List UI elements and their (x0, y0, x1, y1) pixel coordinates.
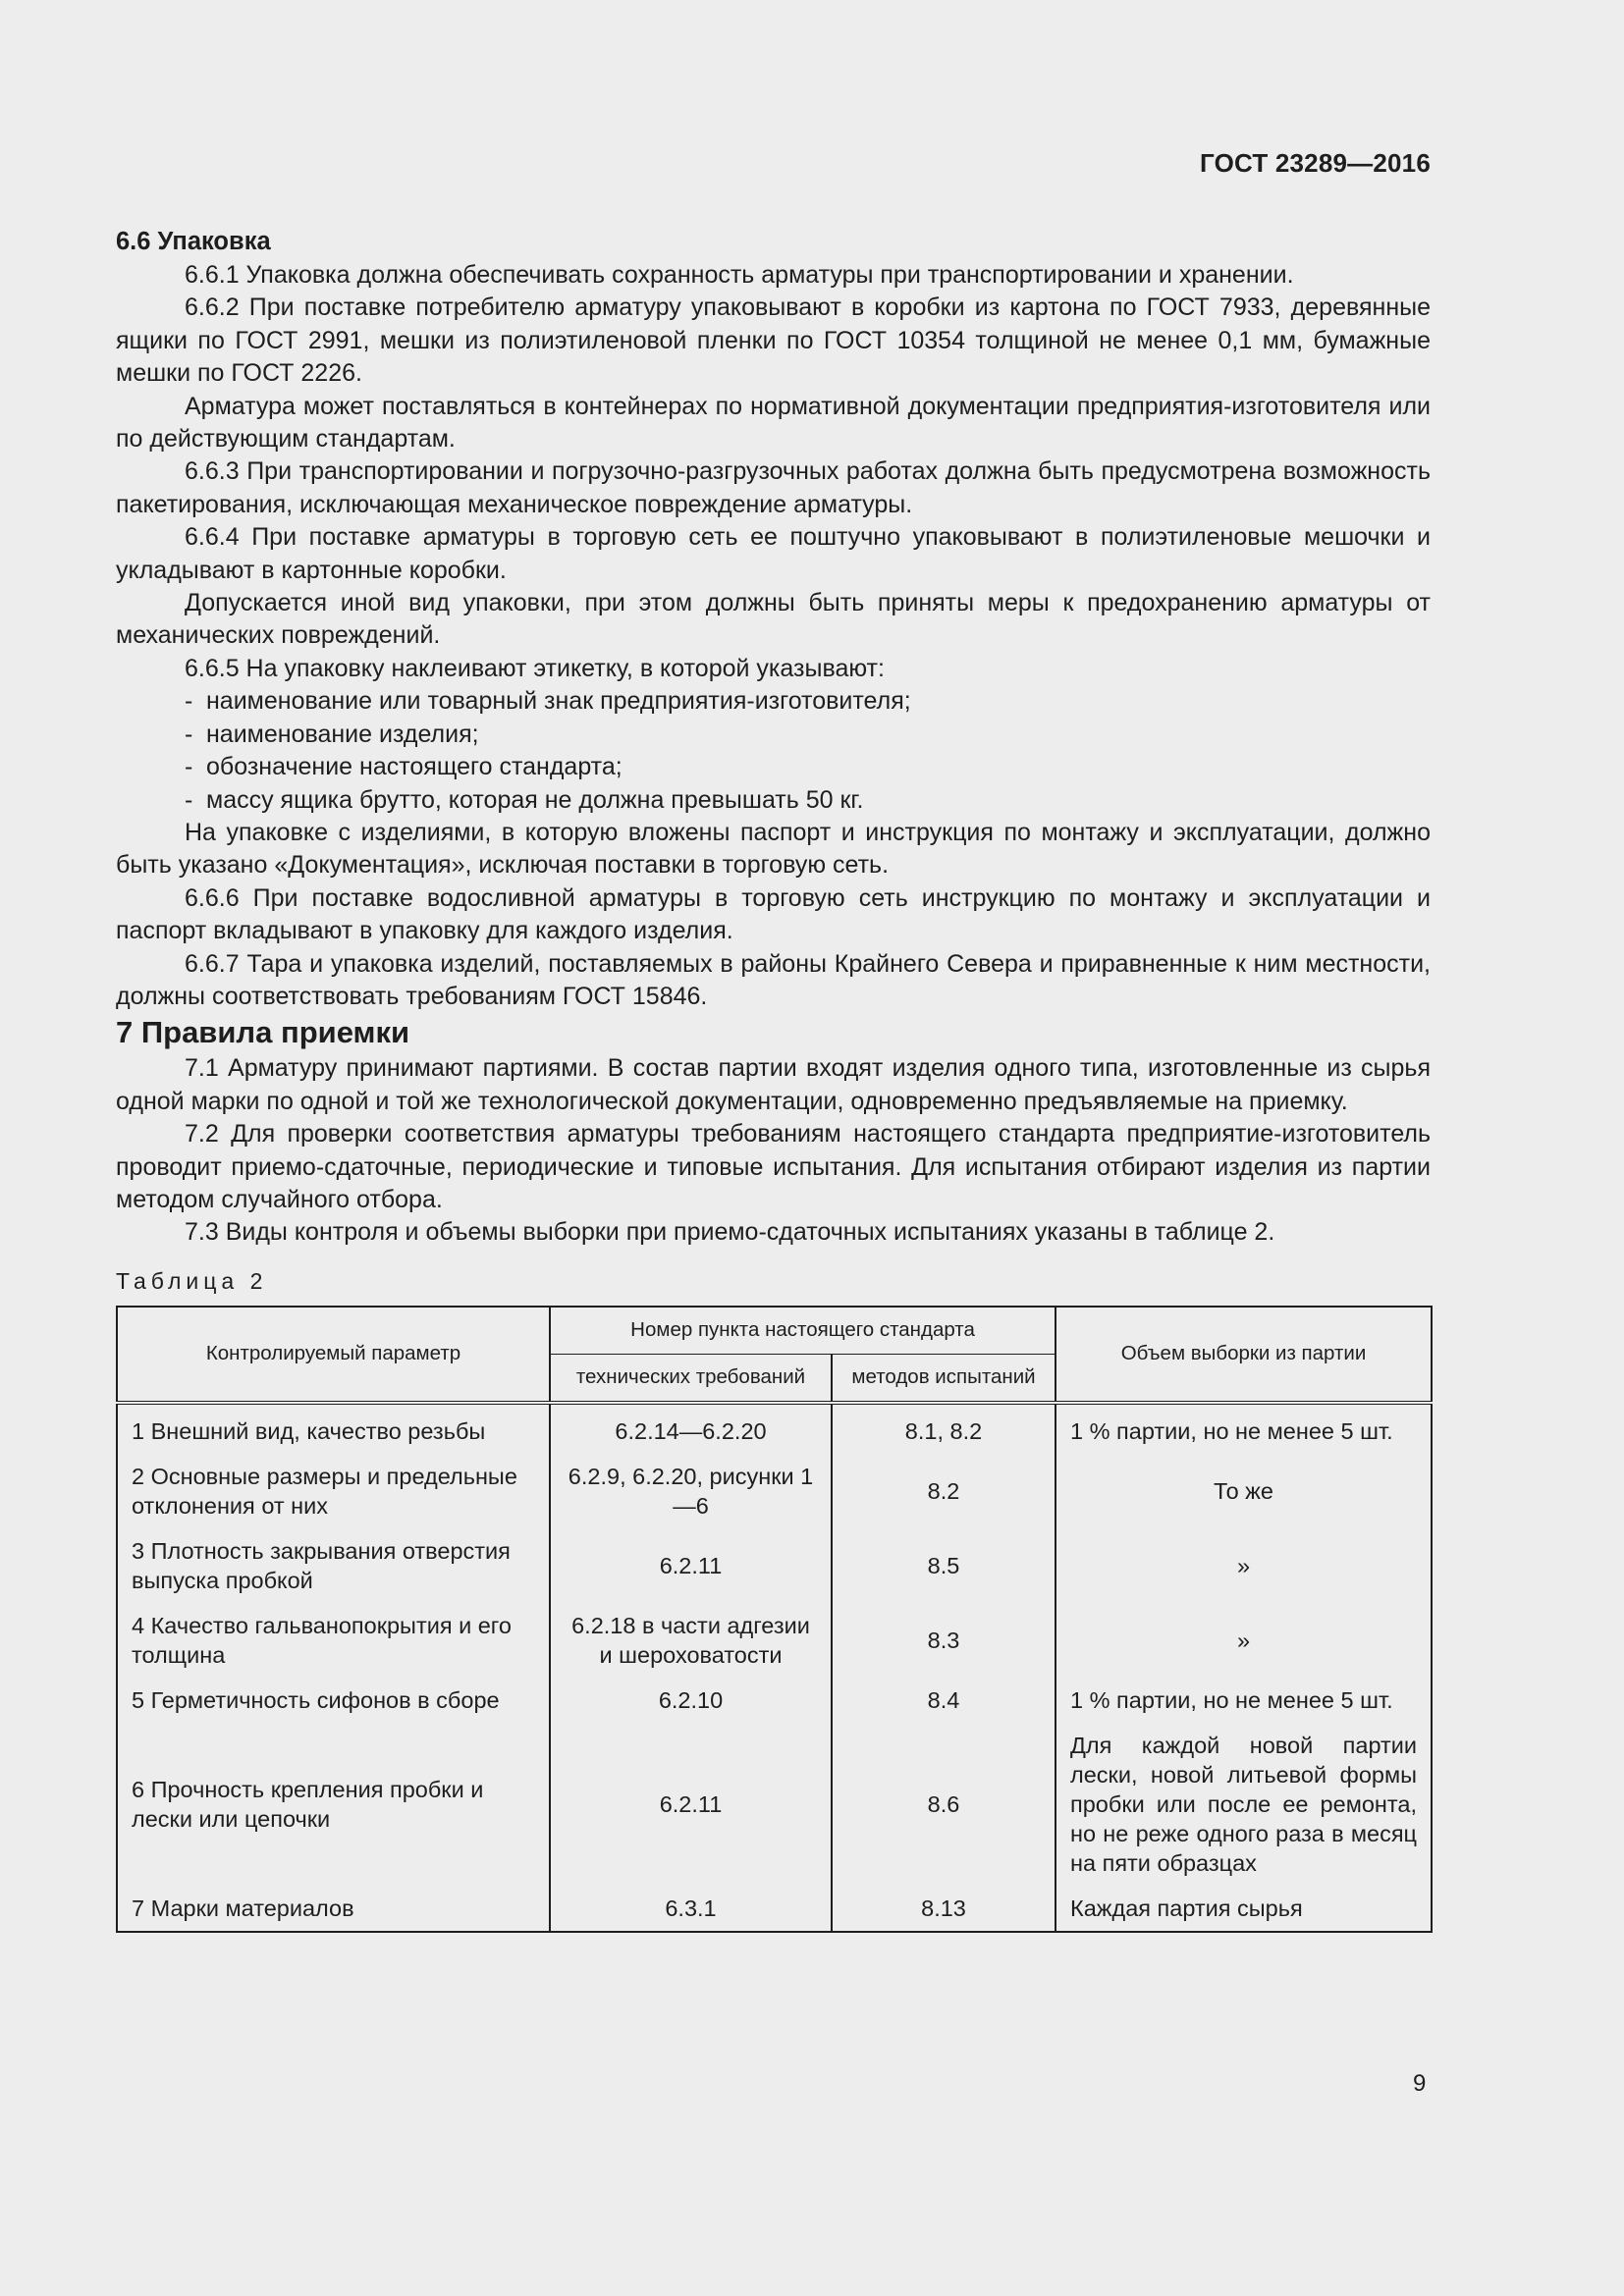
paragraph: 6.6.7 Тара и упаковка изделий, поставляемых в районы Крайнего Севера и приравненные к ним местности, должны соответствовать требованиям ГОСТ 15846. (116, 949, 1431, 1010)
cell-tech: 6.2.10 (550, 1678, 832, 1723)
cell-param: 7 Марки материалов (117, 1886, 550, 1932)
cell-methods: 8.13 (832, 1886, 1056, 1932)
paragraph: 6.6.5 На упаковку наклеивают этикетку, в которой указывают: (185, 654, 885, 682)
cell-sample: Каждая партия сырья (1056, 1886, 1432, 1932)
paragraph: 7.1 Арматуру принимают партиями. В состав партии входят изделия одного типа, изготовленные из сырья одной марки по одной и той же технологической документации, одновременно предъявляемые на приемку. (116, 1054, 1431, 1115)
page-content (116, 224, 1431, 1933)
list-item: - наименование изделия; (185, 720, 479, 748)
section-6-6-title: 6.6 Упаковка (116, 228, 271, 255)
cell-sample: 1 % партии, но не менее 5 шт. (1056, 1678, 1432, 1723)
cell-param: 6 Прочность крепления пробки и лески или цепочки (117, 1723, 550, 1886)
cell-sample: Для каждой новой партии лески, новой литьевой формы пробки или после ее ремонта, но не реже одного раза в месяц на пяти образцах (1056, 1723, 1432, 1886)
cell-sample: То же (1056, 1454, 1432, 1528)
paragraph: 7.3 Виды контроля и объемы выборки при приемо-сдаточных испытаниях указаны в таблице 2. (185, 1218, 1275, 1247)
cell-sample: » (1056, 1528, 1432, 1603)
column-header-sample: Объем выборки из партии (1056, 1307, 1432, 1403)
document-code: ГОСТ 23289—2016 (1200, 148, 1431, 178)
paragraph: 6.6.2 При поставке потребителю арматуру упаковывают в коробки из картона по ГОСТ 7933, деревянные ящики по ГОСТ 2991, мешки из полиэтиленовой пленки по ГОСТ 10354 толщиной не менее 0,1 мм, бумажные мешки по ГОСТ 2226. (116, 294, 1431, 388)
paragraph: Арматура может поставляться в контейнерах по нормативной документации предприятия-изготовителя или по действующим стандартам. (116, 392, 1431, 454)
table-row (117, 1603, 1432, 1678)
cell-methods: 8.5 (832, 1528, 1056, 1603)
table-row (117, 1678, 1432, 1723)
page-number: 9 (1413, 2070, 1427, 2097)
column-header-param: Контролируемый параметр (117, 1307, 550, 1403)
cell-methods: 8.1, 8.2 (832, 1403, 1056, 1454)
cell-param: 2 Основные размеры и предельные отклонения от них (117, 1454, 550, 1528)
cell-tech: 6.2.11 (550, 1528, 832, 1603)
cell-tech: 6.2.11 (550, 1723, 832, 1886)
cell-tech: 6.3.1 (550, 1886, 832, 1932)
cell-methods: 8.2 (832, 1454, 1056, 1528)
cell-tech: 6.2.18 в части адгезии и шероховатости (550, 1603, 832, 1678)
table-caption: Таблица 2 (116, 1267, 268, 1294)
paragraph: Допускается иной вид упаковки, при этом должны быть приняты меры к предохранению арматуры от механических повреждений. (116, 589, 1431, 650)
table-row (117, 1528, 1432, 1603)
cell-methods: 8.6 (832, 1723, 1056, 1886)
list-item: - массу ящика брутто, которая не должна превышать 50 кг. (185, 785, 864, 814)
cell-param: 4 Качество гальванопокрытия и его толщина (117, 1603, 550, 1678)
paragraph: 6.6.3 При транспортировании и погрузочно-разгрузочных работах должна быть предусмотрена возможность пакетирования, исключающая механическое повреждение арматуры. (116, 457, 1431, 518)
cell-param: 3 Плотность закрывания отверстия выпуска пробкой (117, 1528, 550, 1603)
cell-methods: 8.3 (832, 1603, 1056, 1678)
paragraph: 6.6.1 Упаковка должна обеспечивать сохранность арматуры при транспортировании и хранении. (185, 261, 1294, 289)
table-row (117, 1886, 1432, 1932)
list-item: - обозначение настоящего стандарта; (185, 753, 623, 781)
paragraph: 6.6.4 При поставке арматуры в торговую сеть ее поштучно упаковывают в полиэтиленовые мешочки и укладывают в картонные коробки. (116, 523, 1431, 584)
list-item: - наименование или товарный знак предприятия-изготовителя; (185, 687, 911, 716)
column-header-tech: технических требований (550, 1354, 832, 1403)
paragraph: На упаковке с изделиями, в которую вложены паспорт и инструкция по монтажу и эксплуатации, должно быть указано «Документация», исключая поставки в торговую сеть. (116, 818, 1431, 880)
cell-tech: 6.2.14—6.2.20 (550, 1403, 832, 1454)
cell-sample: » (1056, 1603, 1432, 1678)
table-row (117, 1403, 1432, 1454)
column-header-methods: методов испытаний (832, 1354, 1056, 1403)
table-row (117, 1723, 1432, 1886)
cell-param: 1 Внешний вид, качество резьбы (117, 1403, 550, 1454)
section-7-title: 7 Правила приемки (116, 1015, 410, 1050)
cell-tech: 6.2.9, 6.2.20, рисунки 1—6 (550, 1454, 832, 1528)
table-2 (116, 1306, 1433, 1933)
table-row (117, 1454, 1432, 1528)
cell-methods: 8.4 (832, 1678, 1056, 1723)
paragraph: 6.6.6 При поставке водосливной арматуры в торговую сеть инструкцию по монтажу и эксплуатации и паспорт вкладывают в упаковку для каждого изделия. (116, 883, 1431, 945)
cell-param: 5 Герметичность сифонов в сборе (117, 1678, 550, 1723)
paragraph: 7.2 Для проверки соответствия арматуры требованиям настоящего стандарта предприятие-изготовитель проводит приемо-сдаточные, периодические и типовые испытания. Для испытания отбирают изделия из партии методом случайного отбора. (116, 1120, 1431, 1213)
cell-sample: 1 % партии, но не менее 5 шт. (1056, 1403, 1432, 1454)
column-header-group: Номер пункта настоящего стандарта (550, 1307, 1056, 1355)
